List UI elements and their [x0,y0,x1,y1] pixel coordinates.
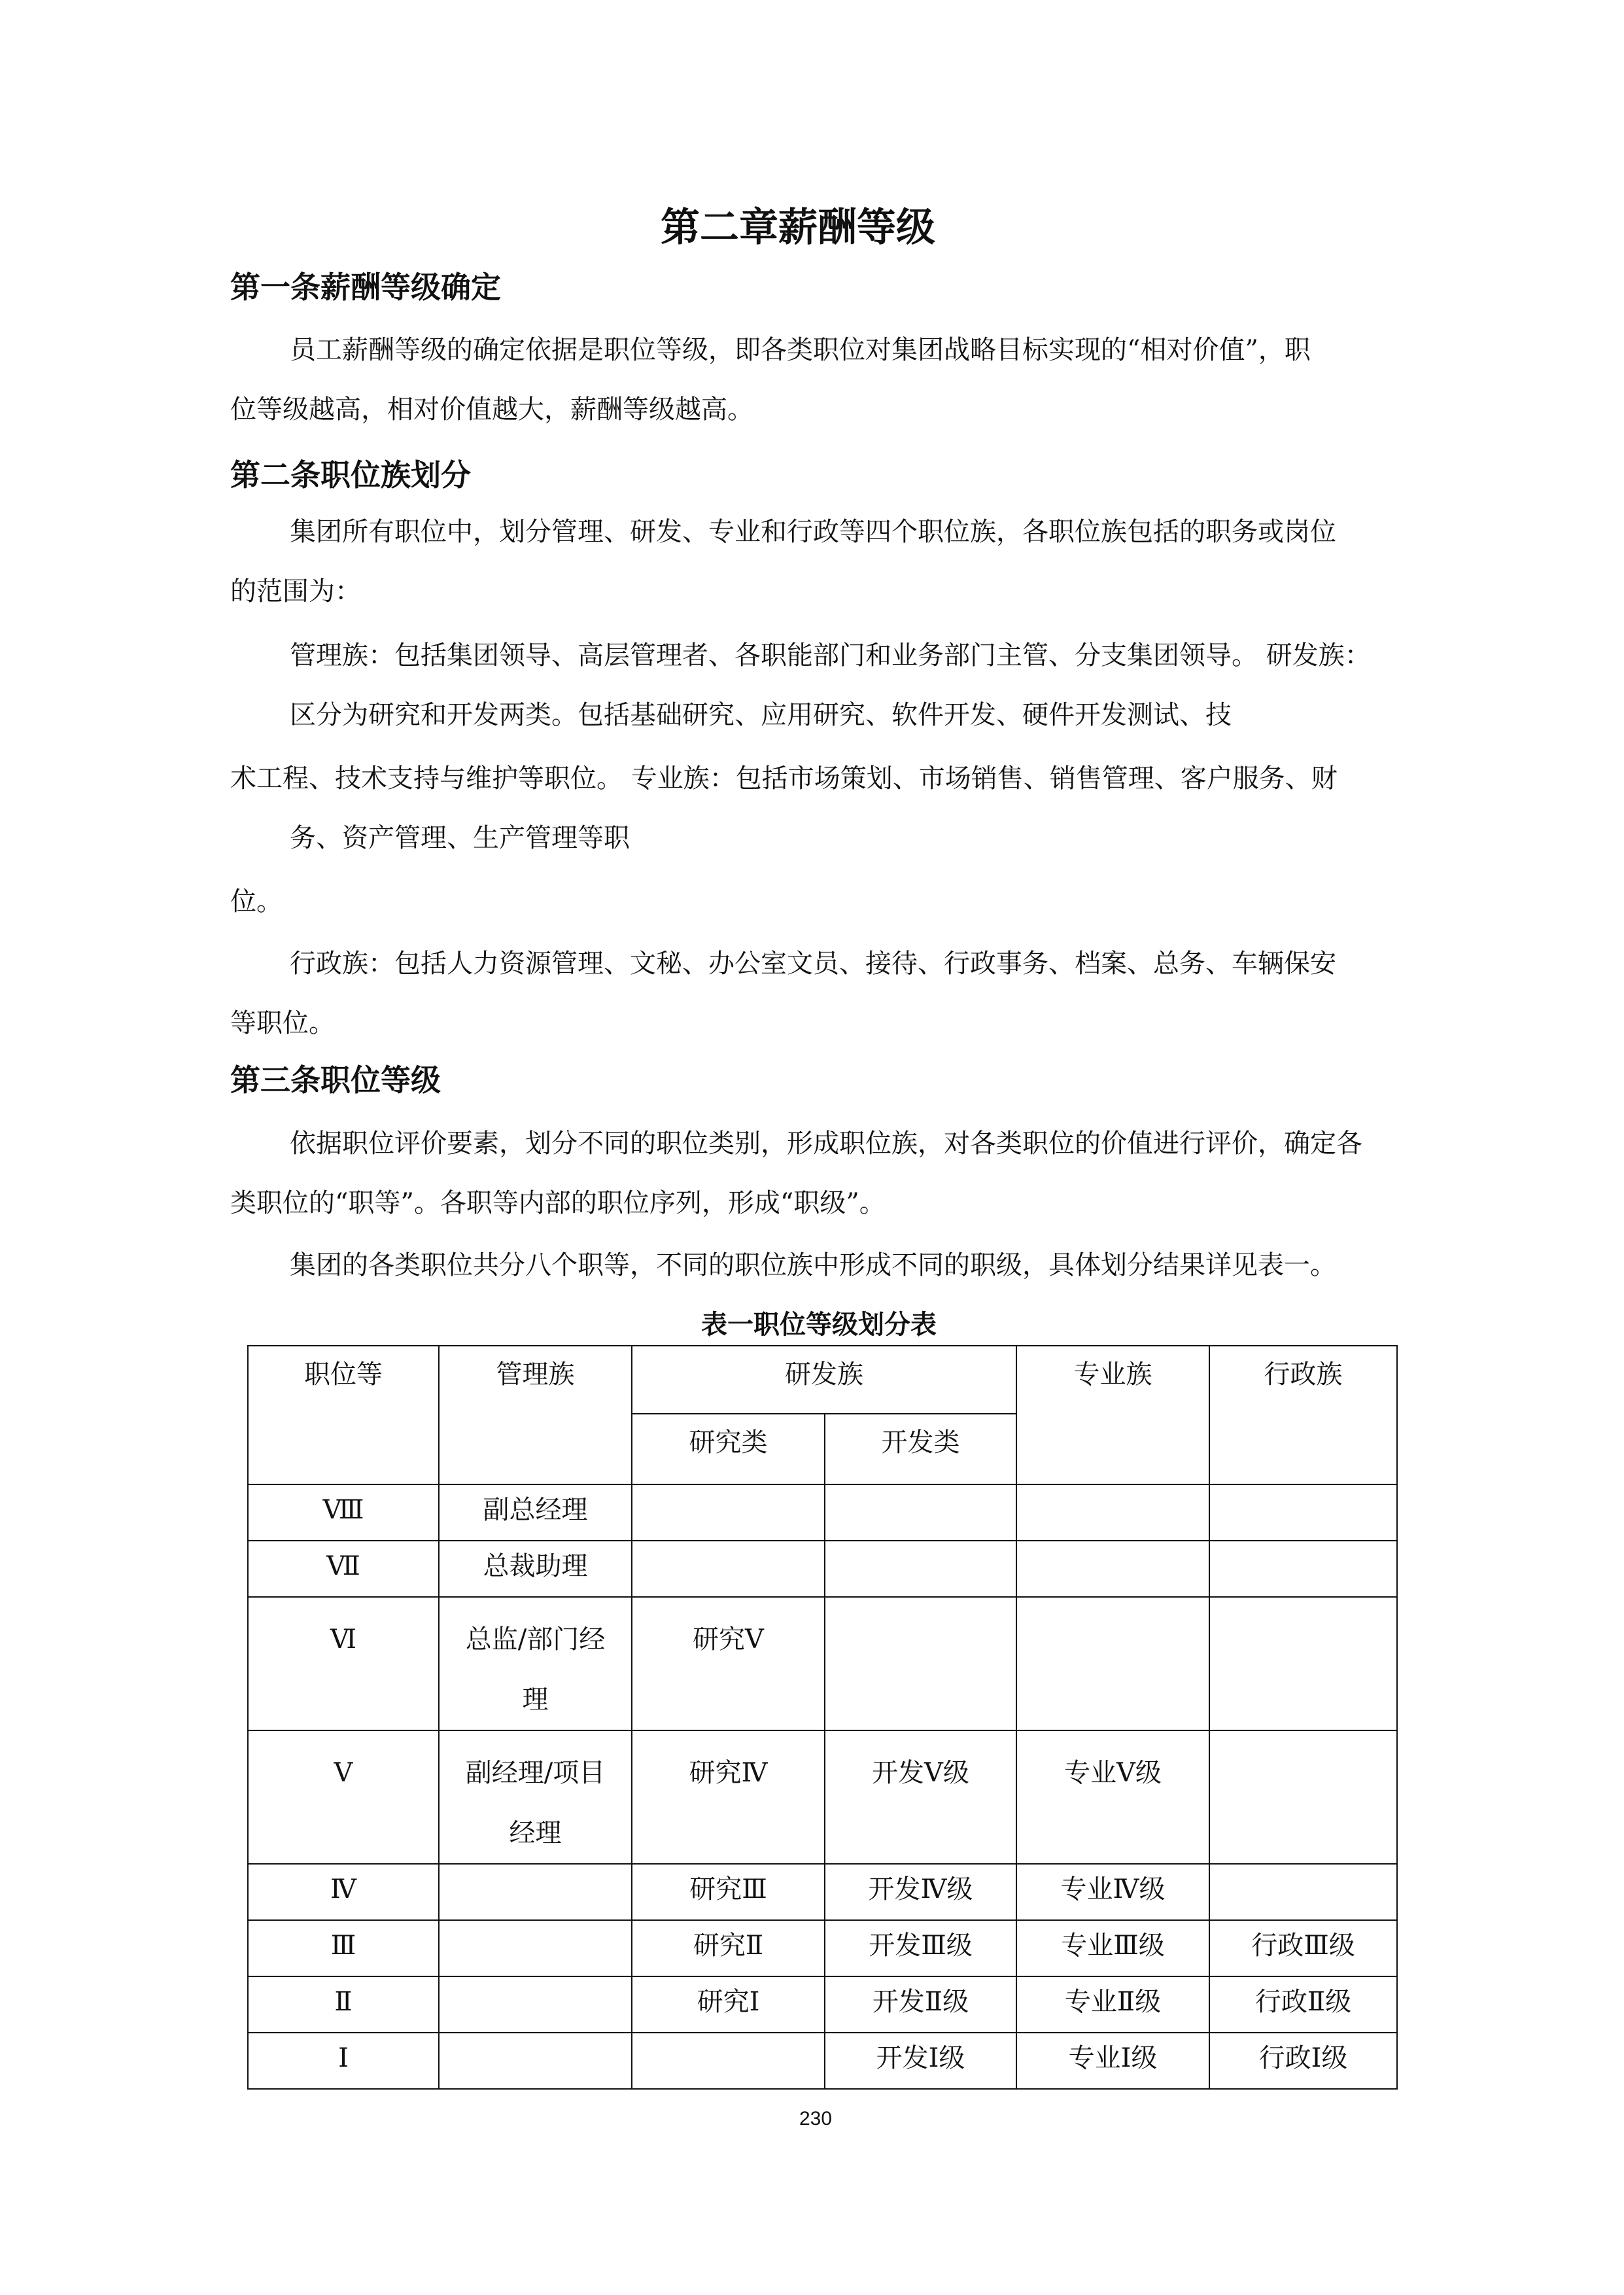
article-2-line-1: 集团所有职位中，划分管理、研发、专业和行政等四个职位族，各职位族包括的职务或岗位 [290,517,1336,547]
article-2-line-5: 术工程、技术支持与维护等职位。 专业族：包括市场策划、市场销售、销售管理、客户服务、财 [230,763,1338,794]
cell-grade: Ⅲ [248,1920,439,1976]
cell-professional: 专业Ⅲ级 [1016,1920,1209,1976]
header-development: 开发类 [825,1414,1016,1484]
cell-development: 开发Ⅴ级 [825,1730,1016,1864]
article-1-line-1: 员工薪酬等级的确定依据是职位等级，即各类职位对集团战略目标实现的“相对价值”，职 [290,335,1311,365]
cell-management [439,1730,632,1864]
article-3-title: 第三条职位等级 [230,1062,441,1098]
cell-management [439,1976,632,2033]
article-2-line-9: 等职位。 [230,1008,335,1038]
table-row [248,1730,1397,1864]
cell-professional [1016,1597,1209,1730]
cell-development [825,1484,1016,1541]
cell-grade: Ⅴ [248,1730,439,1864]
article-2-line-7: 位。 [230,886,283,917]
cell-management: 副总经理 [439,1484,632,1541]
cell-management-text: 总监/部门经理 [465,1624,606,1715]
chapter-title: 第二章薪酬等级 [661,205,935,251]
cell-development: 开发Ⅲ级 [825,1920,1016,1976]
cell-research [632,2033,825,2089]
table-row [248,1541,1397,1597]
cell-admin [1209,1730,1397,1864]
article-2-title: 第二条职位族划分 [230,457,471,493]
cell-professional [1016,1541,1209,1597]
cell-development [825,1541,1016,1597]
cell-grade: Ⅵ [248,1597,439,1730]
article-1-title: 第一条薪酬等级确定 [230,270,501,305]
article-2-line-4: 区分为研究和开发两类。包括基础研究、应用研究、软件开发、硬件开发测试、技 [290,700,1232,730]
cell-research: 研究Ⅰ [632,1976,825,2033]
cell-admin: 行政Ⅲ级 [1209,1920,1397,1976]
table-row [248,1976,1397,2033]
cell-professional: 专业Ⅱ级 [1016,1976,1209,2033]
cell-development: 开发Ⅳ级 [825,1864,1016,1920]
cell-development: 开发Ⅰ级 [825,2033,1016,2089]
cell-professional [1016,1484,1209,1541]
cell-management [439,1920,632,1976]
cell-grade: Ⅷ [248,1484,439,1541]
grade-table [247,1345,1398,2090]
cell-grade: Ⅱ [248,1976,439,2033]
cell-admin [1209,1484,1397,1541]
cell-management-text: 副经理/项目经理 [465,1758,606,1848]
cell-research: 研究Ⅳ [632,1730,825,1864]
page-number: 230 [799,2108,833,2129]
header-management: 管理族 [439,1346,632,1484]
header-research: 研究类 [632,1414,825,1484]
cell-grade: Ⅳ [248,1864,439,1920]
cell-management [439,1597,632,1730]
article-2-line-6: 务、资产管理、生产管理等职 [290,823,630,853]
article-2-line-8: 行政族：包括人力资源管理、文秘、办公室文员、接待、行政事务、档案、总务、车辆保安 [290,949,1336,979]
cell-research: 研究Ⅱ [632,1920,825,1976]
article-1-line-2: 位等级越高，相对价值越大，薪酬等级越高。 [230,394,753,425]
cell-management [439,2033,632,2089]
table-caption: 表一职位等级划分表 [701,1310,937,1340]
cell-research [632,1484,825,1541]
header-rd: 研发族 [632,1346,1016,1414]
cell-professional: 专业Ⅴ级 [1016,1730,1209,1864]
cell-professional: 专业Ⅳ级 [1016,1864,1209,1920]
article-3-line-3: 集团的各类职位共分八个职等，不同的职位族中形成不同的职级，具体划分结果详见表一。 [290,1250,1336,1280]
cell-research [632,1541,825,1597]
cell-admin: 行政Ⅱ级 [1209,1976,1397,2033]
cell-research: 研究Ⅲ [632,1864,825,1920]
header-grade: 职位等 [248,1346,439,1484]
header-professional: 专业族 [1016,1346,1209,1484]
table-row [248,1597,1397,1730]
header-admin: 行政族 [1209,1346,1397,1484]
cell-research: 研究Ⅴ [632,1597,825,1730]
table-row [248,1864,1397,1920]
cell-admin [1209,1597,1397,1730]
cell-grade: Ⅰ [248,2033,439,2089]
cell-grade: Ⅶ [248,1541,439,1597]
cell-development [825,1597,1016,1730]
cell-admin: 行政Ⅰ级 [1209,2033,1397,2089]
article-2-line-2: 的范围为： [230,576,361,606]
cell-development: 开发Ⅱ级 [825,1976,1016,2033]
table-row [248,2033,1397,2089]
article-3-line-1: 依据职位评价要素，划分不同的职位类别，形成职位族，对各类职位的价值进行评价，确定各 [290,1129,1362,1159]
article-2-line-3: 管理族：包括集团领导、高层管理者、各职能部门和业务部门主管、分支集团领导。 研发族： [290,640,1371,671]
article-3-line-2: 类职位的“职等”。各职等内部的职位序列，形成“职级”。 [230,1188,886,1218]
cell-management [439,1864,632,1920]
cell-management: 总裁助理 [439,1541,632,1597]
table-row [248,1920,1397,1976]
cell-admin [1209,1541,1397,1597]
cell-professional: 专业Ⅰ级 [1016,2033,1209,2089]
table-row [248,1484,1397,1541]
cell-admin [1209,1864,1397,1920]
